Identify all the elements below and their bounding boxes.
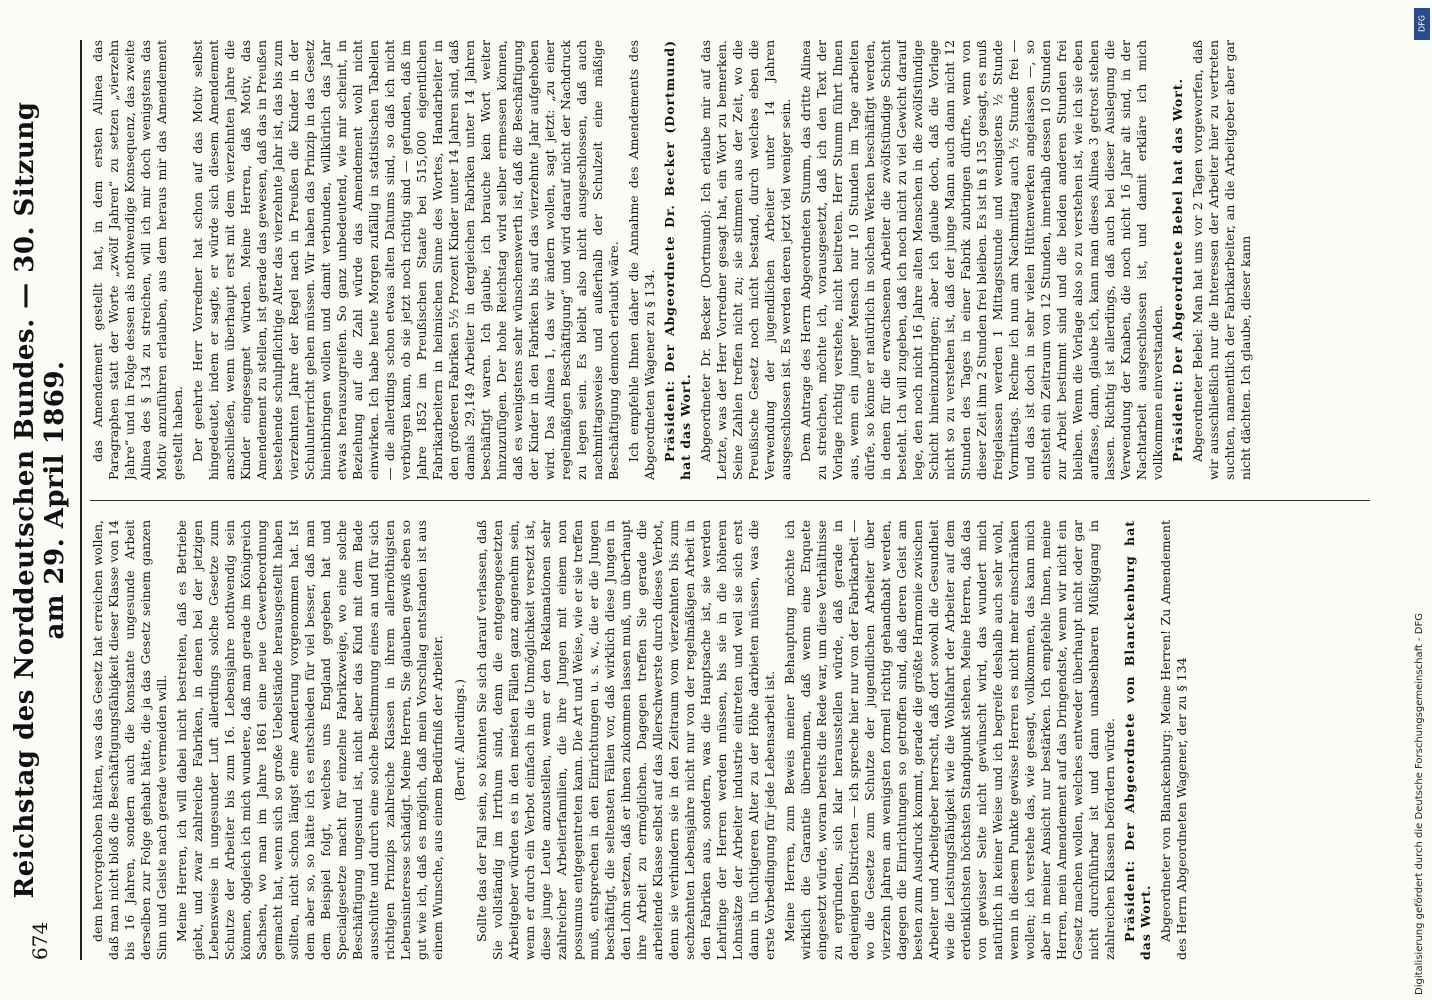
interjection: (Beruf: Allerdings.)	[452, 679, 467, 802]
paragraph: Abgeordneter von Blanckenburg: Meine Herren! Zu Amendement des Herrn Abgeordneten Wagener, der zu § 134	[1158, 520, 1189, 960]
right-column	[90, 40, 1370, 480]
page-number: 674	[28, 921, 52, 960]
paragraph: das Amendement gestellt hat, in dem ersten Alinea das Paragraphen statt der Worte „zwölf Jahren“ zu setzen „vierzehn Jahre“ und in Folge dessen als nothwendige Konsequenz, das zweite Alinea des § 134 zu streichen, will ich mir doch wenigstens das Motiv anzuführen erlauben, aus dem heraus mir das Amendement gestellt haben.	[90, 40, 185, 480]
paragraph: Ich empfehle Ihnen daher die Annahme des Amendements des Abgeordneten Wagener zu § 134.	[626, 40, 657, 480]
paragraph: Sollte das der Fall sein, so könnten Sie sich darauf verlassen, daß Sie vollständig im Irrthum sind, denn die entgegengesetzten Arbeitgeber würden es in den meisten Fällen ganz angenehm sein, wenn er durch ein Verbot einfach in die Unmöglichkeit versetzt ist, diese junge Leute anzustellen, wenn er den Reklamationen sehr zahlreicher Arbeiterfamilien, die ihre Jungen mit einem non possumus entgegentreten kann. Die Art und Weise, wie er sie treffen muß, entsprechen in den Einrichtungen u. s. w., die er die Jungen beschäftigt, die seltensten Fällen vor, daß wirklich diese Jungen in den Lohn setzen, daß er ihnen zukommen lassen muß, um überhaupt ihre Arbeit zu ermöglichen. Dagegen treffen Sie gerade die arbeitende Klasse selbst auf das Allerschwerste durch dieses Verbot, denn sie verhindern sie in den Zeitraum vom vierzehnten bis zum sechzehnten Lebensjahre nicht nur von der regelmäßigen Arbeit in den Fabriken aus, sondern, was die Hauptsache ist, sie werden Lehrlinge der Herren werden müssen, bis sie in die höheren Lohnsätze der Arbeiter industrie eintreten und weil sie sich erst dann in tüchtigeren Alter zu der Höhe darbieten müssen, was die erste Vorbedingung für jede Lebensarbeit ist.	[474, 520, 777, 960]
digitization-credit: Digitalisierung gefördert durch die Deutsche Forschungsgemeinschaft - DFG	[1414, 612, 1425, 995]
paragraph: Meine Herren, ich will dabei nicht bestreiten, daß es Betriebe giebt, und zwar zahlreiche Fabriken, in denen bei der jetzigen Lebensweise in ungesunder Luft allerdings solche Gesetze zum Schutze der Arbeiter bis zum 16. Lebensjahre nothwendig sein können, obgleich ich mich wundere, daß man gerade im Königreich Sachsen, wo man im Jahre 1861 eine neue Gewerbeordnung gemacht hat, wenn sich so große Uebelstände herausgestellt haben sollten, nicht schon längst eine Aenderung vorgenommen hat. Ist dem aber so, so hätte ich es entschieden für viel besser, daß man dem Beispiel folgt, welches uns England gegeben hat und Specialgesetze macht für einzelne Fabrikzweige, wo eine solche Beschäftigung ungesund ist, nicht aber das Kind mit dem Bade ausschütte und durch eine solche Bestimmung eines an und für sich richtigen Prinzips zahlreiche Klassen in ihrem allernöthigsten Lebensinteresse schädigt. Meine Herren, Sie glauben gewiß eben so gut wie ich, daß es möglich, daß mein Vorschlag entstanden ist aus einem Wunsche, aus einem Bedürfniß der Arbeiter.	[174, 520, 445, 960]
paragraph: dem hervorgehoben hätten, was das Gesetz hat erreichen wollen, daß man nicht bloß die Beschäftigungsfähigkeit dieser Klasse von 14 bis 16 Jahren, sondern auch die konstante ungesunde Arbeit derselben zur Folge gehabt hätte, die ja das Gesetz seinem ganzen Sinn und Geiste nach gerade vermeiden will.	[90, 520, 169, 960]
paragraph: Abgeordneter Dr. Becker (Dortmund): Ich erlaube mir auf das Letzte, was der Herr Vorredner gesagt hat, ein Wort zu bemerken. Seine Zahlen treffen nicht zu; sie stimmen aus der Zeit, wo die Preußische Gesetz noch nicht bestand, durch welches eben die Verwendung der jugendlichen Arbeiter unter 14 Jahren ausgeschlossen ist. Es werden deren jetzt viel weniger sein.	[698, 40, 793, 480]
paragraph: Abgeordneter Bebel: Man hat uns vor 2 Tagen vorgeworfen, daß wir ausschließlich nur die Interessen der Arbeiter hier zu vertreten suchten, namentlich der Fabrikarbeiter, an die Arbeitgeber aber gar nicht dächten. Ich glaube, dieser kann	[1190, 40, 1253, 480]
dfg-logo: DFG	[1414, 8, 1430, 40]
paragraph: Dem Antrage des Herrn Abgeordneten Stumm, das dritte Alinea zu streichen, möchte ich, vorausgesetzt, daß ich den Text der Vorlage richtig verstehe, nicht beitreten. Herr Stumm führt Ihnen aus, wenn ein junger Mensch nur 10 Stunden im Tage arbeiten dürfe, so könne er natürlich in solchen Werken beschäftigt werden, in denen für die erwachsenen Arbeiter die zwölfstündige Schicht besteht. Ich will zugeben, daß ich noch nicht zu viel Gewicht darauf lege, den noch nicht 16 Jahre alten Menschen in die zwölfstündige Schicht hineinzubringen; aber ich glaube doch, daß die Vorlage nicht so zu verstehen ist, daß der junge Mann auch dann nicht 12 Stunden des Tages in einer Fabrik zubringen dürfte, wenn von dieser Zeit ihm 2 Stunden frei bleiben. Es ist in § 135 gesagt, es muß freigelassen werden 1 Mittagsstunde und wenigstens ½ Stunde Vormittags. Rechne ich nun am Nachmittag auch ½ Stunde frei — und das ist doch in sehr vielen Hüttenwerken angelassen —, so entsteht ein Zeitraum von 12 Stunden, innerhalb dessen 10 Stunden zur Arbeit bestimmt sind und die beiden anderen Stunden frei bleiben. Wenn die Vorlage also so zu verstehen ist, wie ich sie eben auffasse, dann, glaube ich, kann man dieses Alinea 3 getrost stehen lassen. Richtig ist allerdings, daß auch bei dieser Auslegung die Verwendung der Knaben, die noch nicht 16 Jahr alt sind, in der Nachtarbeit ausgeschlossen ist, und damit erkläre ich mich vollkommen einverstanden.	[798, 40, 1165, 480]
president-line: Präsident: Der Abgeordnete Dr. Becker (Dortmund) hat das Wort.	[662, 40, 693, 480]
running-title: Reichstag des Norddeutschen Bundes. — 30. Sitzung am 29. April 1869.	[10, 101, 70, 899]
paragraph: Meine Herren, zum Beweis meiner Behauptung möchte ich wirklich die Garantie übernehmen, daß wenn eine Enquete eingesetzt würde, woran bereits die Rede war, um diese Verhältnisse zu ergründen, sich klar herausstellen würde, daß gerade in denjenigen Districten — ich spreche hier nur von der Fabrikarbeit — wo die Gesetze zum Schutze der jugendlichen Arbeiter über vierzehn Jahren am wenigsten formell richtig gehandhabt werden, dagegen die Einrichtungen so getroffen sind, daß deren Geist am besten zum Ausdruck kommt, gerade die größte Harmonie zwischen Arbeiter und Arbeitgeber herrscht, daß dort sowohl die Gesundheit wie die Leistungsfähigkeit wie die Wohlfahrt der Arbeiter auf dem erdenklichsten höchsten Standpunkt stehen. Meine Herren, daß das von gewisser Seite nicht gewünscht wird, das wundert mich natürlich in keiner Weise und ich begreife deshalb auch sehr wohl, wenn in diesem Punkte gewisse Herren es nicht mehr einschränken wollen; ich verstehe das, wie gesagt, vollkommen, das kann mich aber in meiner Ansicht nur bestärken. Ich empfehle Ihnen, meine Herren, mein Amendement auf das Dringendste, wenn wir nicht ein Gesetz machen wollen, welches entweder überhaupt nicht oder gar nicht durchführbar ist und dann unabsehbaren Müßiggang in zahlreichen Klassen befördern würde.	[782, 520, 1117, 960]
president-line: Präsident: Der Abgeordnete Bebel hat das Wort.	[1170, 78, 1185, 462]
column-divider	[90, 500, 1370, 501]
paragraph: Der geehrte Herr Vorredner hat schon auf das Motiv selbst hingedeutet, indem er sagte, er würde sich diesem Amendement anschließen, wenn überhaupt erst mit dem vierzehnten Jahre die Kinder eingesegnet würden. Meine Herren, daß Motiv, das Amendement zu stellen, ist gerade das gewesen, daß das in Preußen bestehende schulpflichtige Alter das vierzehnte Jahr ist, das bis zum vierzehnten Jahre der Regel nach in Preußen die Kinder in der Schulunterricht gehen müssen. Wir haben das Prinzip in das Gesetz hineinbringen wollen und damit verbunden, willkürlich das Jahr etwas herauszugreifen. So ganz unbedeutend, wie mir scheint, in Beziehung auf die Zahl würde das Amendement wohl nicht einwirken. Ich habe heute Morgen zufällig in statistischen Tabellen — die allerdings schon etwas alten Datums sind, so daß ich nicht verbürgen kann, ob sie jetzt noch richtig sind — gefunden, daß im Jahre 1852 im Preußischen Staate bei 515,000 eigentlichen Fabrikarbeitern in heimischen Sinne des Wortes, Handarbeiter in den größeren Fabriken 5½ Prozent Kinder unter 14 Jahren sind, daß damals 29,149 Arbeiter in dergleichen Fabriken unter 14 Jahren beschäftigt waren. Ich glaube, ich brauche kein Wort weiter hinzuzufügen. Der hohe Reichstag wird selber ermessen können, daß es wenigstens sehr wünschenswerth ist, daß die Beschäftigung der Kinder in den Fabriken bis auf das vierzehnte Jahr aufgehoben wird. Das Alinea 1, das wir ändern wollen, sagt jetzt: „zu einer regelmäßigen Beschäftigung“ und wird darauf nicht der Nachdruck zu legen sein. Es bleibt also nicht ausgeschlossen, daß auch nachmittagsweise und außerhalb der Schulzeit eine mäßige Beschäftigung dennoch erlaubt wäre.	[190, 40, 621, 480]
page-header	[0, 40, 82, 960]
president-line: Präsident: Der Abgeordnete von Blanckenburg hat das Wort.	[1122, 520, 1153, 960]
left-column	[90, 520, 1370, 960]
digitization-note	[1410, 0, 1432, 1000]
